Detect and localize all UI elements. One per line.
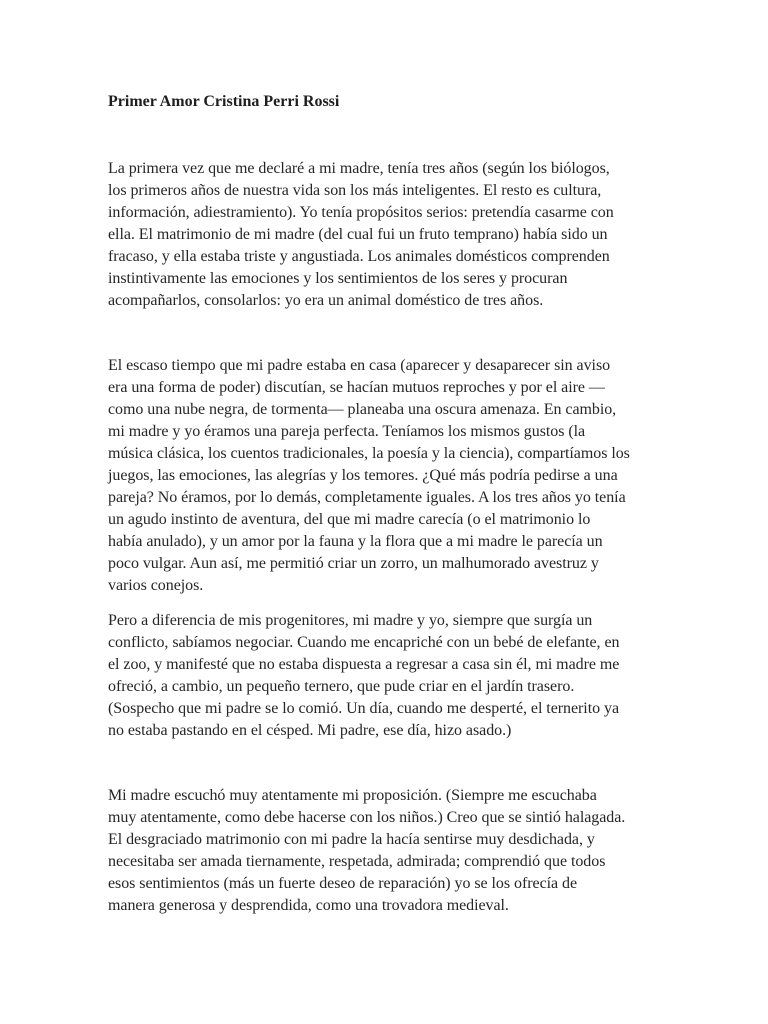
document-title: Primer Amor Cristina Perri Rossi [108,93,340,110]
text-line: manera generosa y desprendida, como una trovadora medieval. [108,897,509,914]
text-line: mi madre y yo éramos una pareja perfecta. Teníamos los mismos gustos (la [108,423,586,440]
text-line: La primera vez que me declaré a mi madre, tenía tres años (según los biólogos, [108,160,610,177]
text-line: juegos, las emociones, las alegrías y los temores. ¿Qué más podría pedirse a una [108,467,618,484]
text-line: varios conejos. [108,577,204,594]
paragraph-4 [108,785,640,917]
document-body [108,158,640,917]
text-line: instintivamente las emociones y los sentimientos de los seres y procuran [108,270,568,287]
text-line: como una nube negra, de tormenta— planeaba una oscura amenaza. En cambio, [108,401,617,418]
text-line: El escaso tiempo que mi padre estaba en casa (aparecer y desaparecer sin aviso [108,357,611,374]
text-line: los primeros años de nuestra vida son los más inteligentes. El resto es cultura, [108,182,602,199]
document-page [108,91,640,917]
paragraph-2 [108,355,640,597]
text-line: (Sospecho que mi padre se lo comió. Un día, cuando me desperté, el ternerito ya [108,700,619,717]
text-line: esos sentimientos (más un fuerte deseo de reparación) yo se los ofrecía de [108,875,578,892]
text-line: muy atentamente, como debe hacerse con los niños.) Creo que se sintió halagada. [108,809,626,826]
paragraph-3 [108,610,640,742]
text-line: había anulado), y un amor por la fauna y la flora que a mi madre le parecía un [108,533,603,550]
text-line: era una forma de poder) discutían, se hacían mutuos reproches y por el aire — [108,379,605,396]
text-line: pareja? No éramos, por lo demás, completamente iguales. A los tres años yo tenía [108,489,626,506]
text-line: un agudo instinto de aventura, del que mi madre carecía (o el matrimonio lo [108,511,591,528]
text-line: poco vulgar. Aun así, me permitió criar un zorro, un malhumorado avestruz y [108,555,599,572]
text-line: Mi madre escuchó muy atentamente mi proposición. (Siempre me escuchaba [108,787,597,804]
text-line: ofreció, a cambio, un pequeño ternero, que pude criar en el jardín trasero. [108,678,575,695]
paragraph-1 [108,158,640,312]
text-line: información, adiestramiento). Yo tenía propósitos serios: pretendía casarme con [108,204,614,221]
text-line: ella. El matrimonio de mi madre (del cual fui un fruto temprano) había sido un [108,226,608,243]
text-line: necesitaba ser amada tiernamente, respetada, admirada; comprendió que todos [108,853,606,870]
text-line: Pero a diferencia de mis progenitores, mi madre y yo, siempre que surgía un [108,612,593,629]
text-line: acompañarlos, consolarlos: yo era un animal doméstico de tres años. [108,292,544,309]
text-line: fracaso, y ella estaba triste y angustiada. Los animales domésticos comprenden [108,248,610,265]
text-line: El desgraciado matrimonio con mi padre la hacía sentirse muy desdichada, y [108,831,595,848]
text-line: música clásica, los cuentos tradicionales, la poesía y la ciencia), compartíamos los [108,445,630,462]
text-line: no estaba pastando en el césped. Mi padre, ese día, hizo asado.) [108,722,512,739]
text-line: el zoo, y manifesté que no estaba dispuesta a regresar a casa sin él, mi madre me [108,656,620,673]
text-line: conflicto, sabíamos negociar. Cuando me encapriché con un bebé de elefante, en [108,634,620,651]
